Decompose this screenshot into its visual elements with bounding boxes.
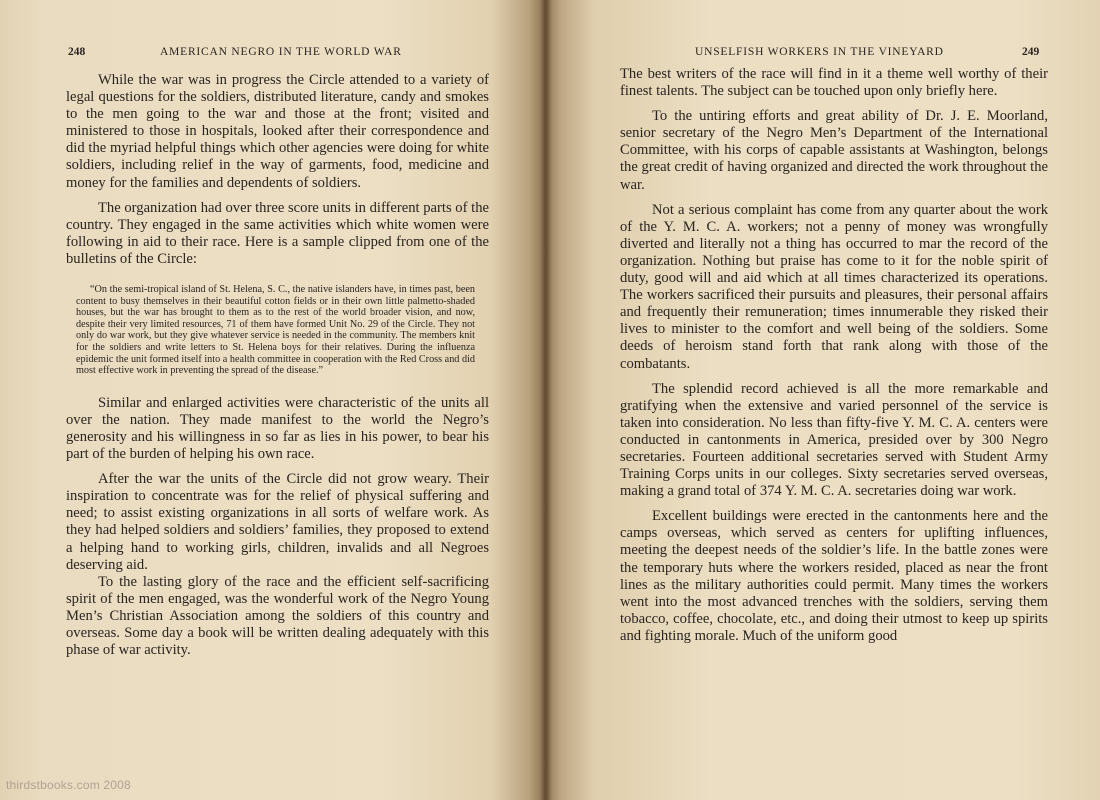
block-quote: “On the semi-tropical island of St. Helena, S. C., the native islanders have, in times past, been content to busy themselves in their beautiful cotton fields or in their own little palmetto-shaded houses, but the war has brought to them as to the rest of the world broader vision, and now, despite their very limited resources, 71 of them have formed Unit No. 29 of the Circle. They not only do war work, but they give whatever service is needed in the community. The members knit for the soldiers and write letters to St. Helena boys for their relatives. During the influenza epidemic the unit formed itself into a health committee in cooperation with the Red Cross and did most effective work in preventing the spread of the disease.” xyxy=(76,284,475,377)
paragraph: Not a serious complaint has come from any quarter about the work of the Y. M. C. A. workers; not a penny of money was wrongfully diverted and literally not a thing has occurred to mar the record of the organization. Nothing but praise has come to it for the noble spirit of duty, good will and aid which at all times characterized its operations. The workers sacrificed their pursuits and pleasures, their personal affairs and frequently their remuneration; times innumerable they risked their lives to minister to the comfort and well being of the soldiers. Some deeds of heroism stand forth that rank along with those of the combatants. xyxy=(620,201,1048,372)
paragraph: To the untiring efforts and great ability of Dr. J. E. Moorland, senior secretary of the Negro Men’s Department of the International Committee, with his corps of capable assistants at Washington, belongs the great credit of having organized and directed the work throughout the war. xyxy=(620,108,1048,193)
right-page-number: 249 xyxy=(1022,46,1040,58)
paragraph: The organization had over three score units in different parts of the country. They engaged in the same activities which white women were following in aid to their race. Here is a sample clipped from one of the bulletins of the Circle: xyxy=(66,199,489,267)
paragraph: Excellent buildings were erected in the cantonments here and the camps overseas, which served as centers for uplifting influences, meeting the deepest needs of the soldier’s life. In the battle zones were the temporary huts where the workers resided, placed as near the front lines as the military authorities could permit. Many times the workers went into the most advanced trenches with the soldiers, serving them tobacco, coffee, chocolate, etc., and doing their utmost to keep up spirits and fighting morale. Much of the uniform good xyxy=(620,508,1048,644)
paragraph: The splendid record achieved is all the more remarkable and gratifying when the extensive and varied personnel of the service is taken into consideration. No less than fifty-five Y. M. C. A. centers were conducted in cantonments in America, presided over by 300 Negro secretaries. Fourteen additional secretaries served with Student Army Training Corps units in our colleges. Sixty secretaries served overseas, making a grand total of 374 Y. M. C. A. secretaries doing war work. xyxy=(620,380,1048,500)
right-text-column xyxy=(620,66,1048,645)
left-text-column xyxy=(66,72,489,659)
watermark: thirdstbooks.com 2008 xyxy=(6,778,131,792)
paragraph: To the lasting glory of the race and the efficient self-sacrificing spirit of the men engaged, was the wonderful work of the Negro Young Men’s Christian Association among the soldiers of this country and overseas. Some day a book will be written dealing adequately with this phase of war activity. xyxy=(66,573,489,659)
continued-paragraph: The best writers of the race will find in it a theme well worthy of their finest talents. The subject can be touched upon only briefly here. xyxy=(620,66,1048,100)
left-running-head: AMERICAN NEGRO IN THE WORLD WAR xyxy=(160,46,402,58)
paragraph: While the war was in progress the Circle attended to a variety of legal questions for the soldiers, distributed literature, candy and smokes to the men going to the war and those at the front; visited and ministered to those in hospitals, looked after their correspondence and did the myriad helpful things which other agencies were doing for white soldiers, including relief in the way of garments, food, medicine and money for the families and dependents of soldiers. xyxy=(66,72,489,191)
right-running-head: UNSELFISH WORKERS IN THE VINEYARD xyxy=(695,46,944,58)
paragraph: After the war the units of the Circle did not grow weary. Their inspiration to concentrate was for the relief of physical suffering and need; to assist existing organizations in all sorts of welfare work. As they had helped soldiers and soldiers’ families, they proposed to extend a helping hand to working girls, children, invalids and all Negroes deserving aid. xyxy=(66,471,489,573)
left-page-number: 248 xyxy=(68,46,86,58)
right-page xyxy=(545,0,1100,800)
book-gutter xyxy=(540,0,552,800)
left-page xyxy=(0,0,545,800)
paragraph: Similar and enlarged activities were characteristic of the units all over the nation. They made manifest to the world the Negro’s generosity and his willingness in so far as lies in his power, to bear his part of the burden of helping his own race. xyxy=(66,394,489,463)
